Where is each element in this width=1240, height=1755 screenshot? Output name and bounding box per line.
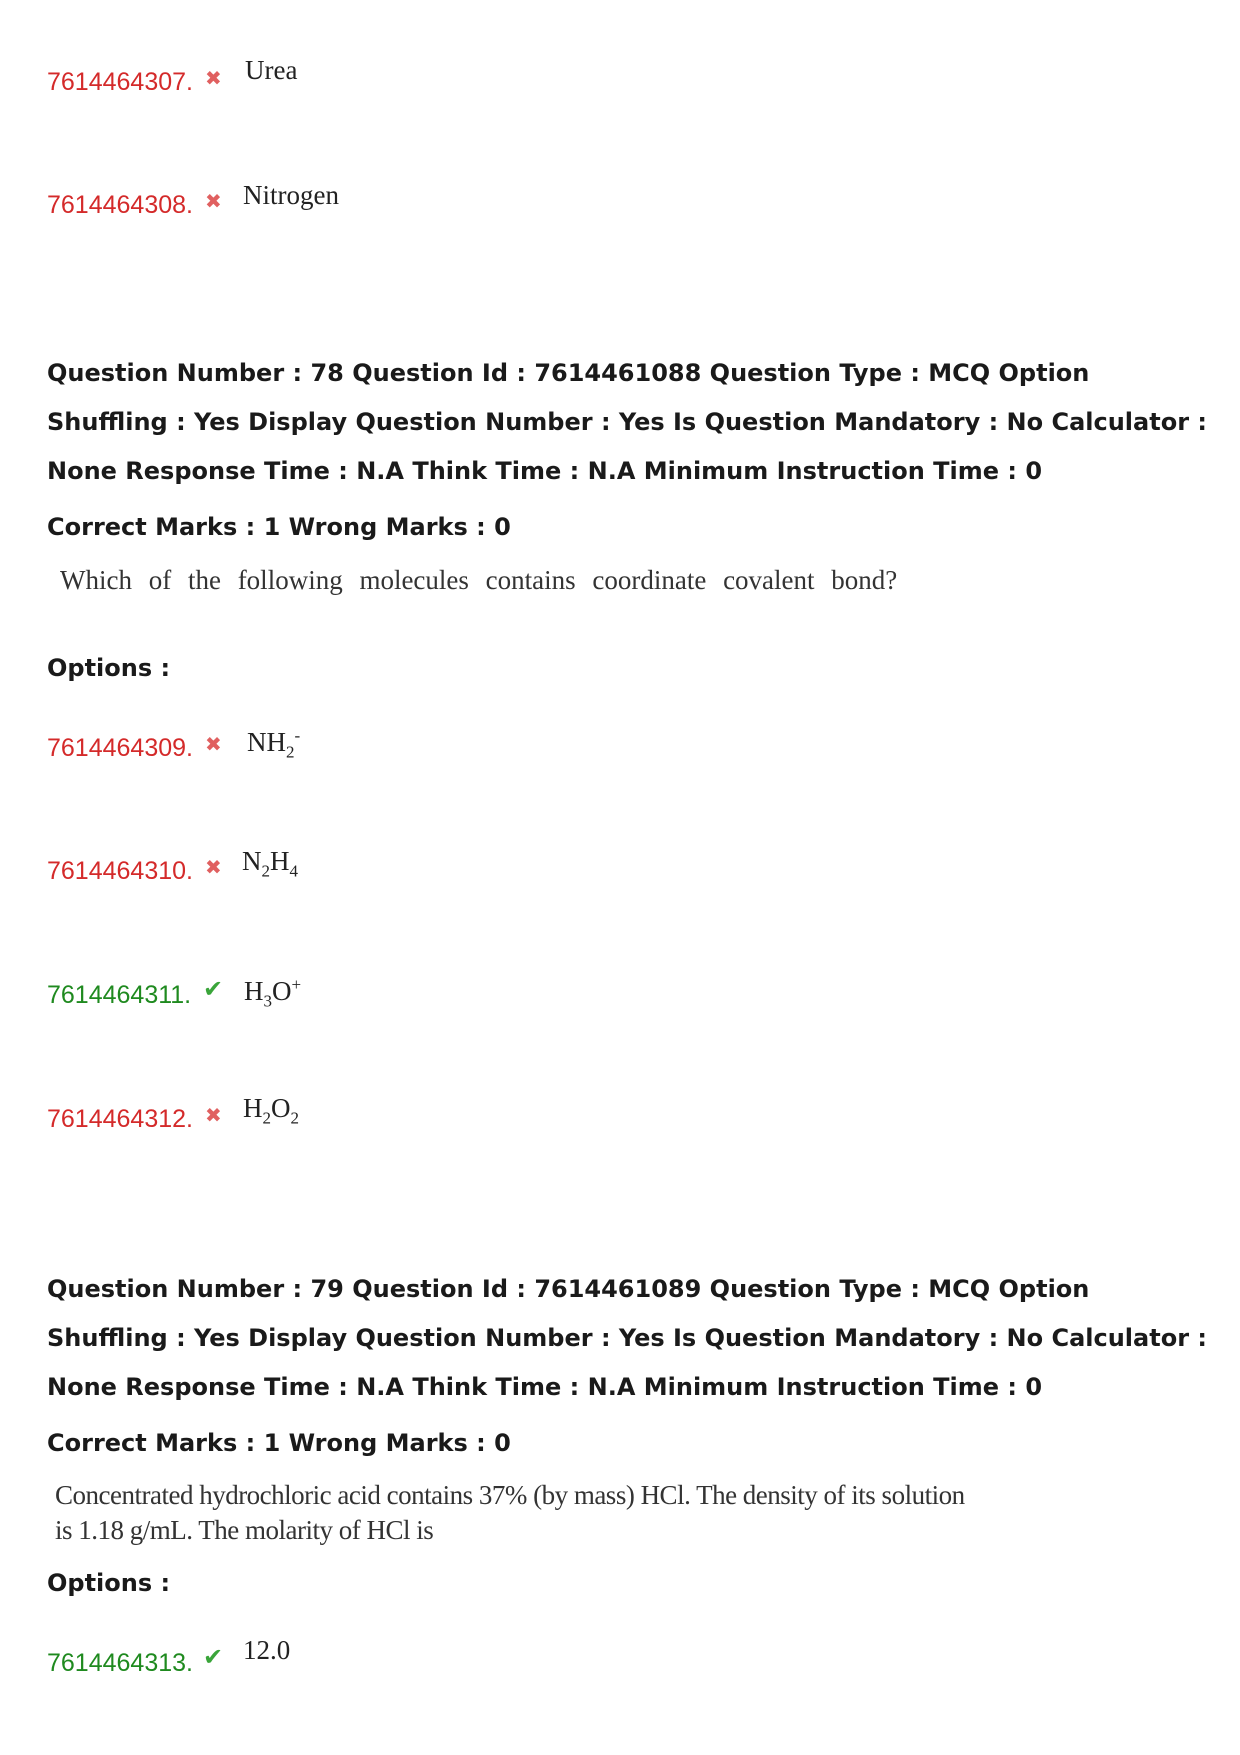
options-label: Options : — [47, 654, 171, 682]
option-id: 7614464308. — [47, 191, 193, 219]
option-id: 7614464312. — [47, 1105, 193, 1133]
option-id: 7614464309. — [47, 734, 193, 762]
option-text: Urea — [245, 55, 298, 85]
formula-subscript: 2 — [262, 1108, 271, 1128]
option-text: 12.0 — [243, 1635, 291, 1665]
option-formula — [242, 845, 298, 887]
formula-part: O — [272, 976, 292, 1006]
question-text: Which of the following molecules contains coordinate covalent bond? — [60, 565, 898, 595]
question-text-line: is 1.18 g/mL. The molarity of HCl is — [55, 1515, 434, 1545]
formula-subscript: 2 — [261, 861, 270, 881]
cross-mark-icon: ✖ — [205, 732, 222, 756]
option-formula — [244, 969, 301, 1017]
question-marks: Correct Marks : 1 Wrong Marks : 0 — [47, 1429, 511, 1457]
question-meta: Question Number : 79 Question Id : 7614461089 Question Type : MCQ Option Shuffling : Yes Display Question Number : Yes Is Question Mandatory : No Calculator : None Response Time : N.A Think Time : N.A Minimum Instruction Time : 0 — [47, 1275, 1207, 1401]
formula-subscript: 2 — [286, 742, 295, 762]
cross-mark-icon: ✖ — [205, 189, 222, 213]
question-marks: Correct Marks : 1 Wrong Marks : 0 — [47, 513, 511, 541]
cross-mark-icon: ✖ — [205, 855, 222, 879]
question-meta: Question Number : 78 Question Id : 7614461088 Question Type : MCQ Option Shuffling : Yes Display Question Number : Yes Is Question Mandatory : No Calculator : None Response Time : N.A Think Time : N.A Minimum Instruction Time : 0 — [47, 359, 1207, 485]
formula-part: O — [271, 1093, 291, 1123]
option-id: 7614464307. — [47, 68, 193, 96]
formula-subscript: 4 — [289, 861, 298, 881]
formula-part: NH — [247, 727, 286, 757]
check-mark-icon: ✔ — [203, 1643, 224, 1671]
formula-part: H — [244, 976, 264, 1006]
cross-mark-icon: ✖ — [205, 66, 222, 90]
check-mark-icon: ✔ — [203, 975, 224, 1003]
option-formula — [243, 1092, 299, 1134]
formula-part: H — [270, 846, 290, 876]
option-formula — [247, 720, 300, 768]
formula-subscript: 3 — [263, 991, 272, 1011]
option-id: 7614464310. — [47, 857, 193, 885]
formula-superscript: + — [291, 975, 302, 994]
formula-part: H — [243, 1093, 263, 1123]
option-id: 7614464311. — [47, 981, 192, 1009]
options-label: Options : — [47, 1569, 171, 1597]
option-text: Nitrogen — [243, 180, 339, 210]
option-id: 7614464313. — [47, 1649, 193, 1677]
question-text-line: Concentrated hydrochloric acid contains 37% (by mass) HCl. The density of its solution — [55, 1480, 965, 1510]
cross-mark-icon: ✖ — [205, 1103, 222, 1127]
formula-part: N — [242, 846, 262, 876]
formula-subscript: 2 — [290, 1108, 299, 1128]
formula-superscript: - — [294, 726, 301, 745]
